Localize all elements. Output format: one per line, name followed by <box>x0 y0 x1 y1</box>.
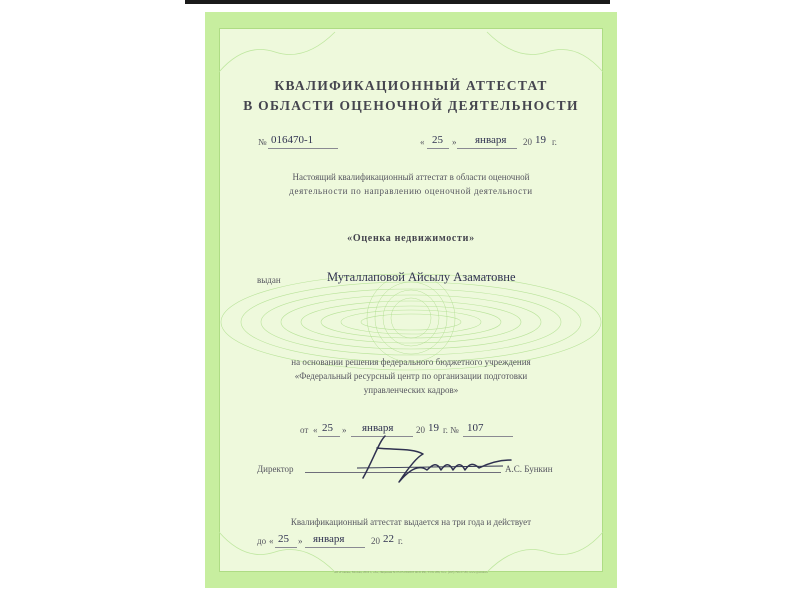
title-line-2: В ОБЛАСТИ ОЦЕНОЧНОЙ ДЕЯТЕЛЬНОСТИ <box>243 98 579 113</box>
decision-year-suffix: г. № <box>443 425 459 435</box>
valid-year-suffix: г. <box>398 536 403 546</box>
issue-day-open-quote: « <box>420 137 425 147</box>
decision-day-open-quote: « <box>313 425 318 435</box>
basis-line-2: «Федеральный ресурсный центр по организации подготовки <box>294 371 528 381</box>
printer-imprint: АО «Гознак», Москва, 2016 г., «А», Лицензия № 05-05-004/003 ФСБ РФ, ТЗ № 286, Тел.: (495) 796-57-80, www.goznak.ru <box>333 570 489 574</box>
valid-day: 25 <box>278 533 289 545</box>
issue-day: 25 <box>432 134 443 146</box>
director-name: А.С. Бункин <box>505 464 553 474</box>
decision-number: 107 <box>467 422 484 434</box>
number-underline <box>268 148 338 149</box>
basis-line-3: управленческих кадров» <box>363 385 459 395</box>
issue-day-close-quote: » <box>452 137 457 147</box>
director-label: Директор <box>257 464 294 474</box>
decision-year-prefix: 20 <box>416 425 425 435</box>
valuation-direction: «Оценка недвижимости» <box>347 233 475 244</box>
decision-day-close-quote: » <box>342 425 347 435</box>
validity-statement: Квалификационный аттестат выдается на три года и действует <box>290 517 532 527</box>
statement-line-1: Настоящий квалификационный аттестат в области оценочной <box>292 172 530 182</box>
valid-month-underline <box>305 547 365 548</box>
issue-year-prefix: 20 <box>523 137 532 147</box>
decision-year: 19 <box>428 422 439 434</box>
director-signature <box>353 430 515 486</box>
number-label: № <box>258 137 267 147</box>
valid-month: января <box>313 533 345 545</box>
valid-year-prefix: 20 <box>371 536 380 546</box>
issue-year-suffix: г. <box>552 137 557 147</box>
valid-day-open-quote: « <box>269 536 274 546</box>
valid-until-label: до <box>257 536 267 546</box>
basis-line-1: на основании решения федерального бюджетного учреждения <box>291 357 531 367</box>
title-line-1: КВАЛИФИКАЦИОННЫЙ АТТЕСТАТ <box>274 78 548 93</box>
valid-year: 22 <box>383 533 394 545</box>
decision-from-label: от <box>300 425 309 435</box>
certificate-sheet <box>205 12 617 588</box>
top-edge-bar <box>185 0 610 4</box>
decision-day: 25 <box>322 422 333 434</box>
recipient-name: Муталлаповой Айсылу Азаматовне <box>327 270 516 284</box>
valid-day-underline <box>275 547 297 548</box>
issued-label: выдан <box>257 275 281 285</box>
issue-day-underline <box>427 148 449 149</box>
decision-month: января <box>362 422 394 434</box>
valid-day-close-quote: » <box>298 536 303 546</box>
certificate-number: 016470-1 <box>271 134 314 146</box>
statement-line-2: деятельности по направлению оценочной деятельности <box>289 186 533 196</box>
issue-month: января <box>475 134 507 146</box>
issue-month-underline <box>457 148 517 149</box>
decision-day-underline <box>318 436 340 437</box>
issue-year: 19 <box>535 134 546 146</box>
